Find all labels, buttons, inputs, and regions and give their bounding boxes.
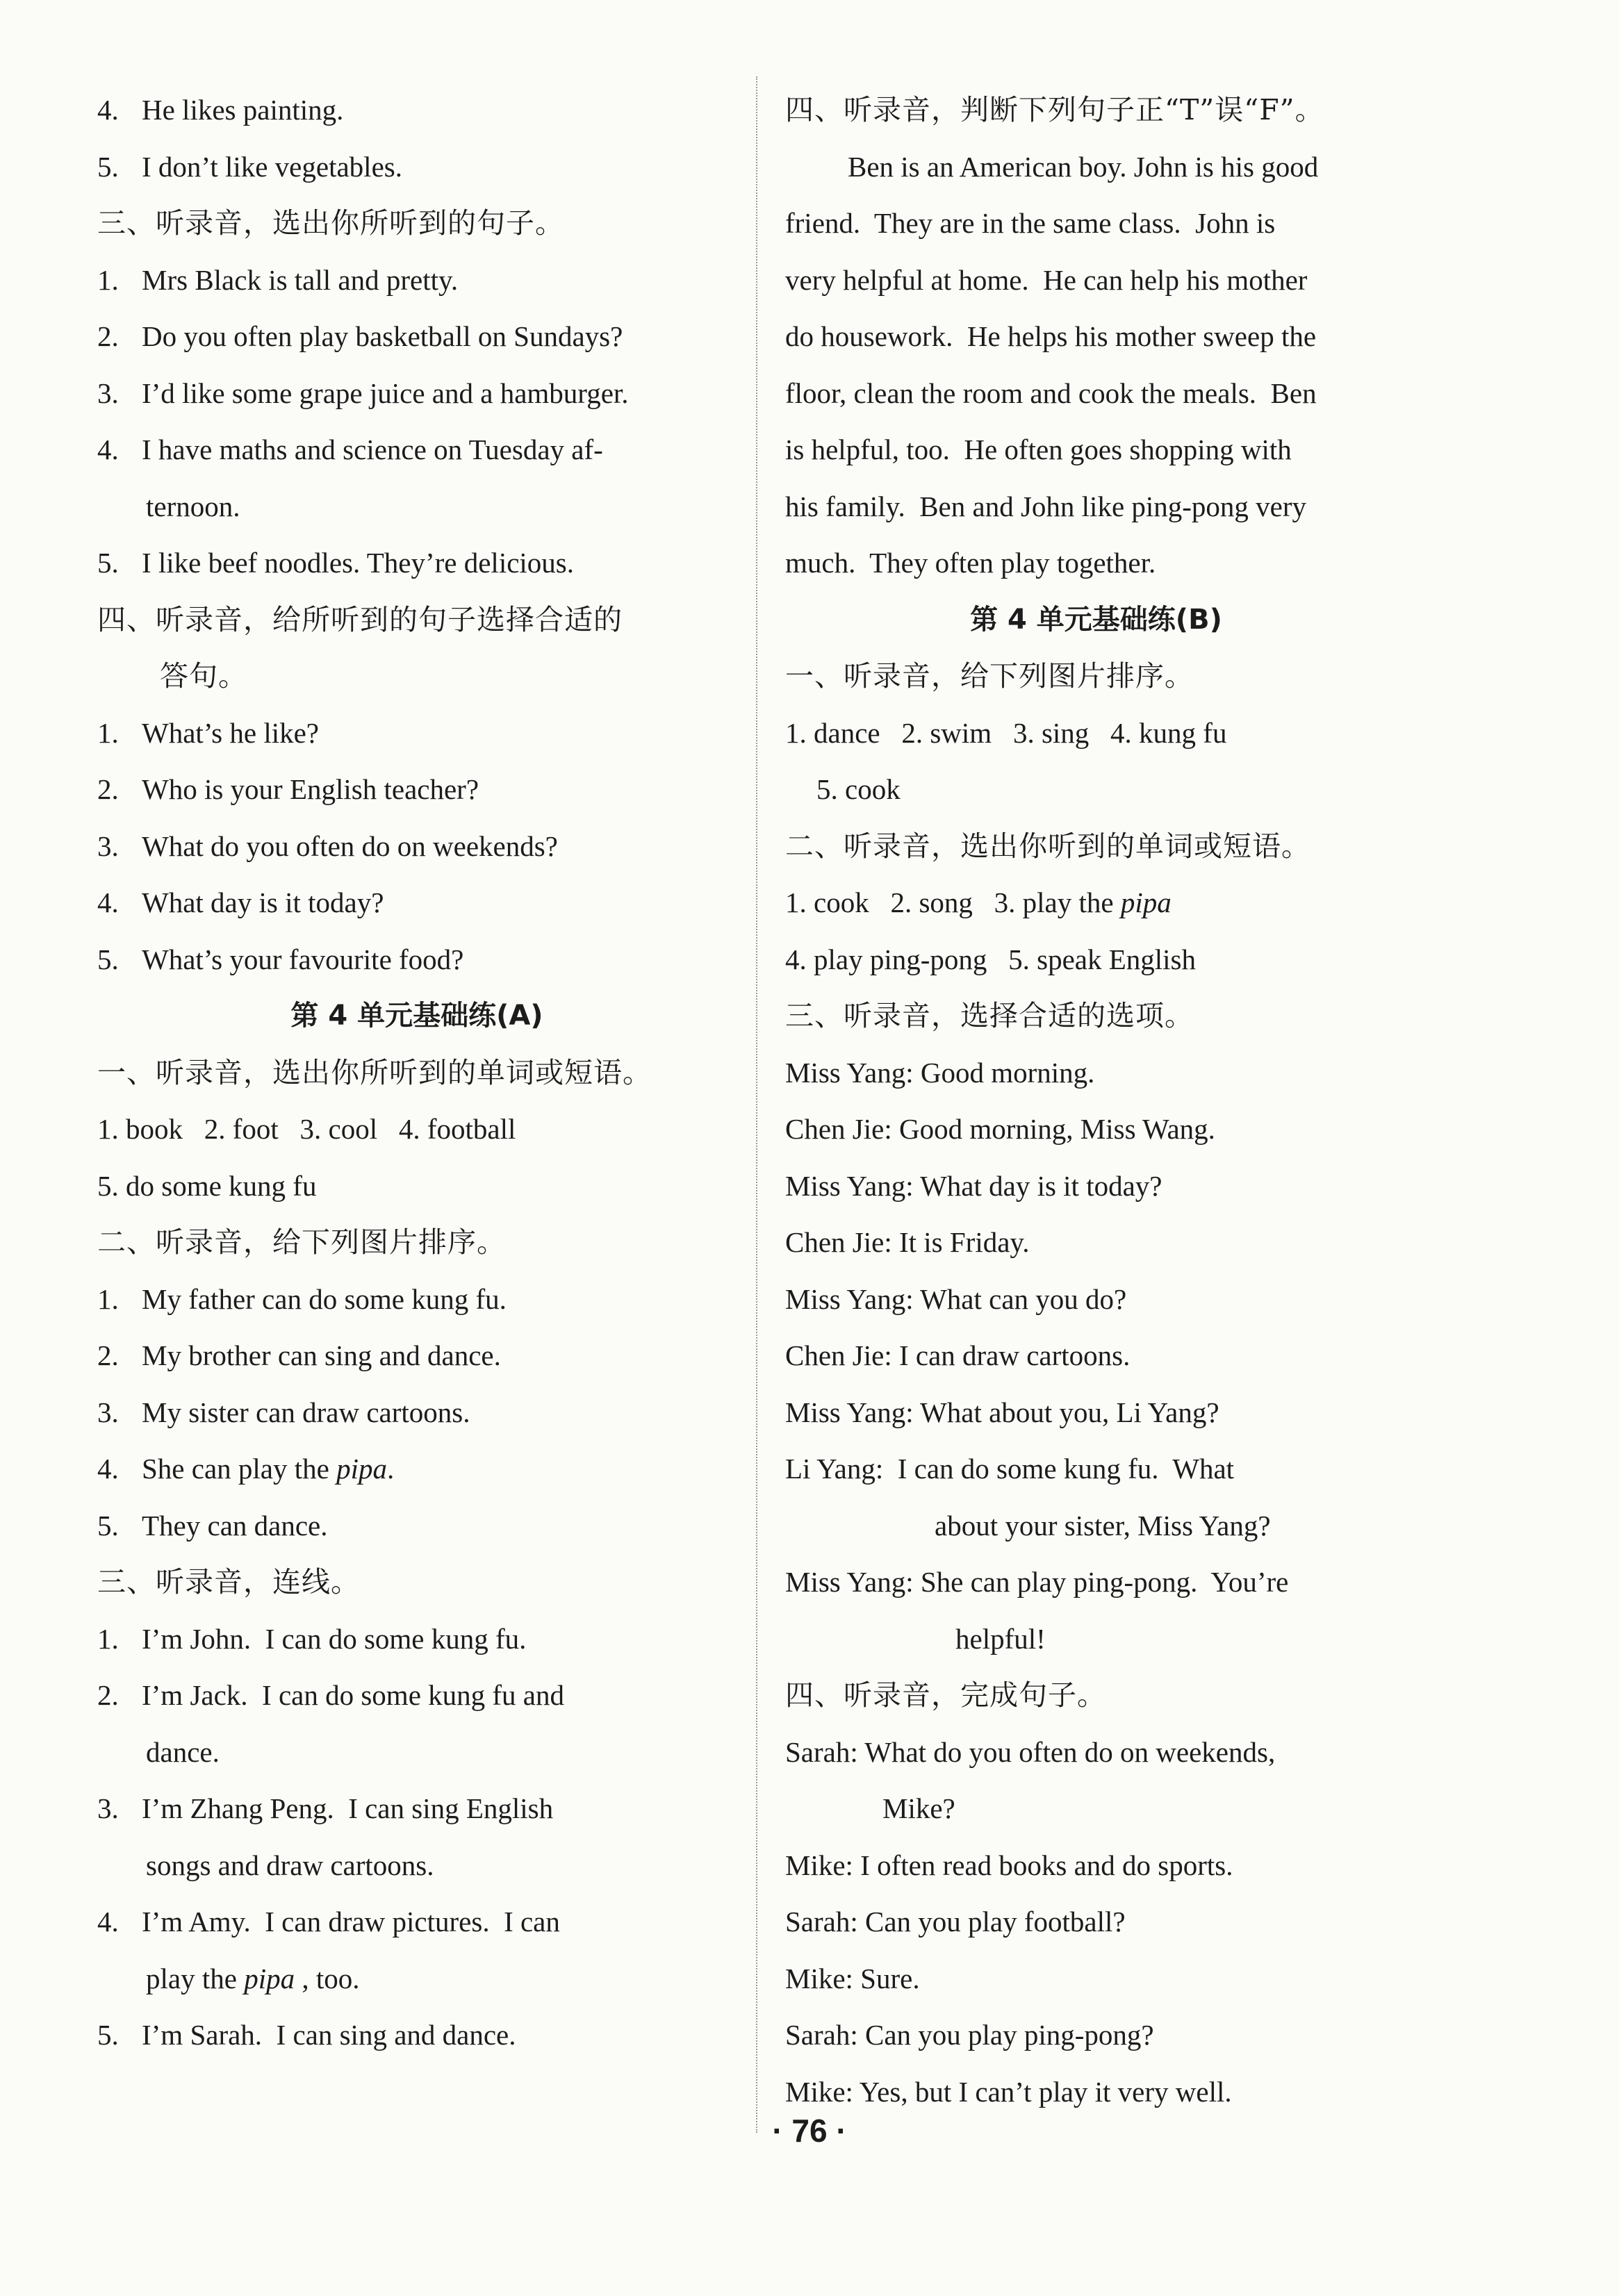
list-item: 4. He likes painting. [97, 94, 344, 126]
dialog-line: Miss Yang: What can you do? [785, 1282, 1127, 1315]
list-item: 1. Mrs Black is tall and pretty. [97, 263, 459, 296]
dialog-line: Miss Yang: What about you, Li Yang? [785, 1396, 1219, 1428]
passage-line: very helpful at home. He can help his mother [785, 263, 1308, 296]
word-list: 1. dance 2. swim 3. sing 4. kung fu [785, 716, 1227, 749]
dialog-line: Miss Yang: What day is it today? [785, 1169, 1162, 1202]
list-item: 1. What’s he like? [97, 716, 320, 749]
list-item: 3. I’d like some grape juice and a hamburger. [97, 377, 629, 409]
list-item: 5. They can dance. [97, 1509, 328, 1542]
list-item: 3. My sister can draw cartoons. [97, 1396, 470, 1428]
list-item-continuation: play the pipa , too. [146, 1962, 360, 1994]
section-heading-continuation: 答句。 [160, 659, 247, 693]
section-heading: 四、听录音，给所听到的句子选择合适的 [97, 602, 623, 636]
list-item: 4. I have maths and science on Tuesday af- [97, 433, 603, 465]
dialog-line: Li Yang: I can do some kung fu. What [785, 1453, 1235, 1485]
left-column [97, 82, 737, 2064]
list-item: 1. My father can do some kung fu. [97, 1282, 507, 1315]
word-list: 5. do some kung fu [97, 1169, 317, 1202]
passage-line: Ben is an American boy. John is his good [848, 150, 1319, 183]
list-item: 2. Do you often play basketball on Sundays? [97, 320, 623, 352]
dialog-line: Sarah: Can you play football? [785, 1906, 1126, 1938]
list-item-continuation: dance. [146, 1735, 220, 1768]
list-item: 4. What day is it today? [97, 886, 384, 918]
list-item: 4. She can play the pipa. [97, 1453, 395, 1485]
word-list: 4. play ping-pong 5. speak English [785, 943, 1197, 975]
section-heading: 一、听录音，给下列图片排序。 [785, 659, 1194, 693]
dialog-line: Chen Jie: Good morning, Miss Wang. [785, 1113, 1215, 1145]
dialog-line-continuation: about your sister, Miss Yang? [935, 1509, 1271, 1542]
dialog-line-continuation: helpful! [955, 1622, 1046, 1655]
list-item-continuation: songs and draw cartoons. [146, 1849, 434, 1881]
dialog-line: Mike: Sure. [785, 1962, 920, 1994]
dialog-line: Sarah: What do you often do on weekends, [785, 1735, 1276, 1768]
section-heading: 三、听录音，选出你所听到的句子。 [97, 206, 564, 240]
passage-line: much. They often play together. [785, 547, 1156, 579]
unit-title: 第 4 单元基础练(A) [290, 1000, 543, 1032]
dialog-line: Sarah: Can you play ping-pong? [785, 2019, 1154, 2051]
right-column [785, 82, 1407, 2120]
dialog-line-continuation: Mike? [882, 1792, 955, 1824]
list-item: 5. What’s your favourite food? [97, 943, 464, 975]
dialog-line: Miss Yang: Good morning. [785, 1056, 1095, 1089]
list-item: 5. I like beef noodles. They’re delicious. [97, 547, 575, 579]
dialog-line: Mike: Yes, but I can’t play it very well. [785, 2075, 1232, 2108]
word-list: 5. cook [816, 773, 901, 805]
passage-line: floor, clean the room and cook the meals. Ben [785, 377, 1317, 409]
section-heading: 一、听录音，选出你所听到的单词或短语。 [97, 1055, 652, 1089]
section-heading: 四、听录音，判断下列句子正“T”误“F”。 [785, 93, 1324, 126]
dialog-line: Chen Jie: It is Friday. [785, 1226, 1030, 1258]
passage-line: friend. They are in the same class. John is [785, 207, 1276, 239]
passage-line: is helpful, too. He often goes shopping with [785, 433, 1292, 465]
list-item: 5. I’m Sarah. I can sing and dance. [97, 2019, 516, 2051]
list-item: 1. I’m John. I can do some kung fu. [97, 1622, 527, 1655]
dialog-line: Miss Yang: She can play ping-pong. You’re [785, 1566, 1289, 1598]
list-item: 3. What do you often do on weekends? [97, 829, 558, 862]
unit-title: 第 4 单元基础练(B) [970, 603, 1222, 636]
dialog-line: Chen Jie: I can draw cartoons. [785, 1339, 1131, 1371]
word-list: 1. cook 2. song 3. play the pipa [785, 886, 1172, 918]
section-heading: 二、听录音，选出你听到的单词或短语。 [785, 829, 1310, 863]
passage-line: do housework. He helps his mother sweep the [785, 320, 1317, 352]
list-item: 2. I’m Jack. I can do some kung fu and [97, 1679, 564, 1711]
list-item-continuation: ternoon. [146, 490, 240, 522]
section-heading: 四、听录音，完成句子。 [785, 1678, 1106, 1712]
page-number: · 76 · [772, 2113, 847, 2149]
section-heading: 二、听录音，给下列图片排序。 [97, 1225, 506, 1259]
list-item: 5. I don’t like vegetables. [97, 150, 402, 183]
list-item: 4. I’m Amy. I can draw pictures. I can [97, 1906, 560, 1938]
dialog-line: Mike: I often read books and do sports. [785, 1849, 1233, 1881]
column-divider [756, 76, 757, 2133]
passage-line: his family. Ben and John like ping-pong very [785, 490, 1307, 522]
section-heading: 三、听录音，选择合适的选项。 [785, 999, 1194, 1032]
section-heading: 三、听录音，连线。 [97, 1565, 360, 1599]
list-item: 2. My brother can sing and dance. [97, 1339, 501, 1371]
list-item: 2. Who is your English teacher? [97, 773, 479, 805]
list-item: 3. I’m Zhang Peng. I can sing English [97, 1792, 554, 1824]
word-list: 1. book 2. foot 3. cool 4. football [97, 1113, 516, 1145]
